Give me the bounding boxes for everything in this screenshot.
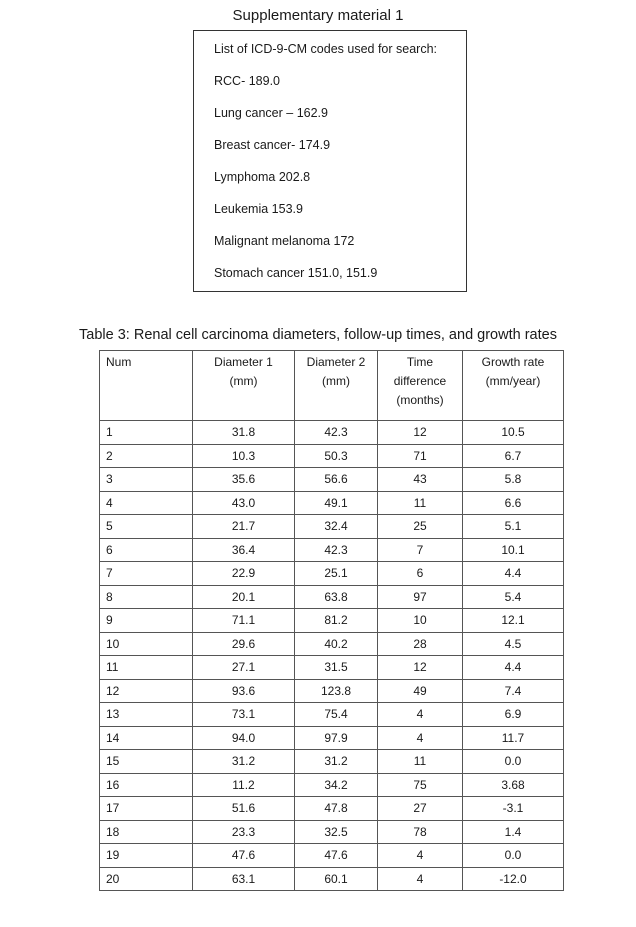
cell-diameter-2: 34.2 — [295, 773, 378, 797]
cell-time-difference: 7 — [378, 538, 463, 562]
cell-time-difference: 28 — [378, 632, 463, 656]
cell-num: 16 — [100, 773, 193, 797]
cell-growth-rate: 6.9 — [463, 703, 564, 727]
table-body — [100, 421, 564, 891]
cell-num: 3 — [100, 468, 193, 492]
cell-diameter-2: 49.1 — [295, 491, 378, 515]
cell-diameter-1: 93.6 — [193, 679, 295, 703]
cell-diameter-1: 51.6 — [193, 797, 295, 821]
cell-diameter-2: 50.3 — [295, 444, 378, 468]
cell-num: 8 — [100, 585, 193, 609]
cell-time-difference: 4 — [378, 703, 463, 727]
table-row — [100, 679, 564, 703]
cell-time-difference: 97 — [378, 585, 463, 609]
table-caption: Table 3: Renal cell carcinoma diameters, follow-up times, and growth rates — [79, 327, 557, 343]
cell-diameter-2: 81.2 — [295, 609, 378, 633]
icd-codes-heading: List of ICD-9-CM codes used for search: — [214, 42, 437, 56]
cell-diameter-2: 31.2 — [295, 750, 378, 774]
cell-num: 2 — [100, 444, 193, 468]
cell-num: 10 — [100, 632, 193, 656]
cell-num: 14 — [100, 726, 193, 750]
cell-diameter-1: 36.4 — [193, 538, 295, 562]
table-row — [100, 750, 564, 774]
cell-growth-rate: -3.1 — [463, 797, 564, 821]
cell-growth-rate: 4.5 — [463, 632, 564, 656]
cell-diameter-2: 63.8 — [295, 585, 378, 609]
cell-time-difference: 12 — [378, 421, 463, 445]
cell-num: 9 — [100, 609, 193, 633]
cell-diameter-1: 29.6 — [193, 632, 295, 656]
header-time-difference — [378, 351, 463, 421]
cell-growth-rate: 4.4 — [463, 562, 564, 586]
supplementary-title: Supplementary material 1 — [232, 7, 404, 24]
table-row — [100, 421, 564, 445]
icd-code-item: RCC- 189.0 — [214, 74, 280, 88]
cell-diameter-1: 47.6 — [193, 844, 295, 868]
cell-diameter-2: 32.4 — [295, 515, 378, 539]
cell-num: 18 — [100, 820, 193, 844]
cell-diameter-2: 40.2 — [295, 632, 378, 656]
cell-growth-rate: 5.1 — [463, 515, 564, 539]
cell-time-difference: 25 — [378, 515, 463, 539]
header-line: (months) — [396, 393, 444, 407]
cell-diameter-1: 35.6 — [193, 468, 295, 492]
header-line: Num — [106, 355, 132, 369]
table-row — [100, 468, 564, 492]
cell-growth-rate: 6.7 — [463, 444, 564, 468]
header-growth-rate — [463, 351, 564, 421]
cell-time-difference: 75 — [378, 773, 463, 797]
cell-diameter-1: 73.1 — [193, 703, 295, 727]
header-line: (mm) — [322, 374, 350, 388]
icd-codes-box — [193, 30, 467, 292]
cell-diameter-2: 31.5 — [295, 656, 378, 680]
table-row — [100, 797, 564, 821]
cell-growth-rate: 6.6 — [463, 491, 564, 515]
table-row — [100, 773, 564, 797]
cell-growth-rate: 5.4 — [463, 585, 564, 609]
table-row — [100, 444, 564, 468]
cell-num: 5 — [100, 515, 193, 539]
cell-diameter-1: 63.1 — [193, 867, 295, 891]
header-line: Diameter 2 — [306, 355, 366, 369]
header-diameter-1 — [193, 351, 295, 421]
table-row — [100, 656, 564, 680]
cell-num: 17 — [100, 797, 193, 821]
cell-diameter-2: 25.1 — [295, 562, 378, 586]
header-line: Growth rate — [481, 355, 545, 369]
table-row — [100, 820, 564, 844]
cell-diameter-2: 60.1 — [295, 867, 378, 891]
table-row — [100, 632, 564, 656]
icd-code-item: Lung cancer – 162.9 — [214, 106, 328, 120]
cell-num: 4 — [100, 491, 193, 515]
header-line: (mm) — [229, 374, 258, 388]
cell-diameter-2: 47.6 — [295, 844, 378, 868]
cell-diameter-2: 123.8 — [295, 679, 378, 703]
cell-growth-rate: 10.5 — [463, 421, 564, 445]
cell-time-difference: 43 — [378, 468, 463, 492]
cell-diameter-2: 42.3 — [295, 538, 378, 562]
table-header-row — [100, 351, 564, 421]
table-row — [100, 867, 564, 891]
table-row — [100, 538, 564, 562]
cell-diameter-2: 56.6 — [295, 468, 378, 492]
table-row — [100, 491, 564, 515]
icd-code-item: Stomach cancer 151.0, 151.9 — [214, 266, 378, 280]
cell-num: 19 — [100, 844, 193, 868]
table-row — [100, 585, 564, 609]
table-row — [100, 515, 564, 539]
cell-growth-rate: 4.4 — [463, 656, 564, 680]
cell-growth-rate: 10.1 — [463, 538, 564, 562]
cell-diameter-2: 97.9 — [295, 726, 378, 750]
cell-diameter-1: 31.2 — [193, 750, 295, 774]
icd-code-item: Breast cancer- 174.9 — [214, 138, 331, 152]
cell-diameter-2: 75.4 — [295, 703, 378, 727]
cell-diameter-1: 27.1 — [193, 656, 295, 680]
header-num — [100, 351, 193, 421]
header-line: (mm/year) — [485, 374, 541, 388]
cell-time-difference: 78 — [378, 820, 463, 844]
icd-code-item: Malignant melanoma 172 — [214, 234, 355, 248]
header-diameter-2 — [295, 351, 378, 421]
table-row — [100, 726, 564, 750]
cell-time-difference: 6 — [378, 562, 463, 586]
cell-growth-rate: 5.8 — [463, 468, 564, 492]
cell-growth-rate: 11.7 — [463, 726, 564, 750]
cell-diameter-1: 20.1 — [193, 585, 295, 609]
cell-growth-rate: 0.0 — [463, 750, 564, 774]
cell-num: 13 — [100, 703, 193, 727]
icd-code-item: Lymphoma 202.8 — [214, 170, 311, 184]
cell-time-difference: 4 — [378, 844, 463, 868]
cell-time-difference: 12 — [378, 656, 463, 680]
cell-diameter-2: 47.8 — [295, 797, 378, 821]
cell-num: 20 — [100, 867, 193, 891]
icd-code-item: Leukemia 153.9 — [214, 202, 303, 216]
cell-growth-rate: -12.0 — [463, 867, 564, 891]
cell-diameter-1: 43.0 — [193, 491, 295, 515]
table-row — [100, 562, 564, 586]
cell-time-difference: 71 — [378, 444, 463, 468]
cell-time-difference: 49 — [378, 679, 463, 703]
cell-diameter-1: 10.3 — [193, 444, 295, 468]
cell-diameter-2: 32.5 — [295, 820, 378, 844]
cell-time-difference: 10 — [378, 609, 463, 633]
cell-diameter-1: 31.8 — [193, 421, 295, 445]
cell-growth-rate: 7.4 — [463, 679, 564, 703]
cell-growth-rate: 3.68 — [463, 773, 564, 797]
cell-growth-rate: 12.1 — [463, 609, 564, 633]
cell-num: 6 — [100, 538, 193, 562]
header-line: difference — [393, 374, 447, 388]
cell-num: 7 — [100, 562, 193, 586]
cell-diameter-2: 42.3 — [295, 421, 378, 445]
table-row — [100, 703, 564, 727]
table-row — [100, 609, 564, 633]
cell-growth-rate: 0.0 — [463, 844, 564, 868]
cell-num: 12 — [100, 679, 193, 703]
header-line: Diameter 1 — [214, 355, 273, 369]
cell-num: 1 — [100, 421, 193, 445]
cell-diameter-1: 23.3 — [193, 820, 295, 844]
growth-rate-table — [99, 350, 564, 891]
cell-time-difference: 4 — [378, 726, 463, 750]
cell-diameter-1: 21.7 — [193, 515, 295, 539]
cell-growth-rate: 1.4 — [463, 820, 564, 844]
cell-num: 11 — [100, 656, 193, 680]
cell-time-difference: 4 — [378, 867, 463, 891]
header-line: Time — [406, 355, 434, 369]
cell-diameter-1: 94.0 — [193, 726, 295, 750]
cell-diameter-1: 11.2 — [193, 773, 295, 797]
cell-time-difference: 11 — [378, 491, 463, 515]
cell-time-difference: 11 — [378, 750, 463, 774]
cell-diameter-1: 71.1 — [193, 609, 295, 633]
cell-time-difference: 27 — [378, 797, 463, 821]
table-header — [100, 351, 564, 421]
cell-diameter-1: 22.9 — [193, 562, 295, 586]
table-row — [100, 844, 564, 868]
cell-num: 15 — [100, 750, 193, 774]
